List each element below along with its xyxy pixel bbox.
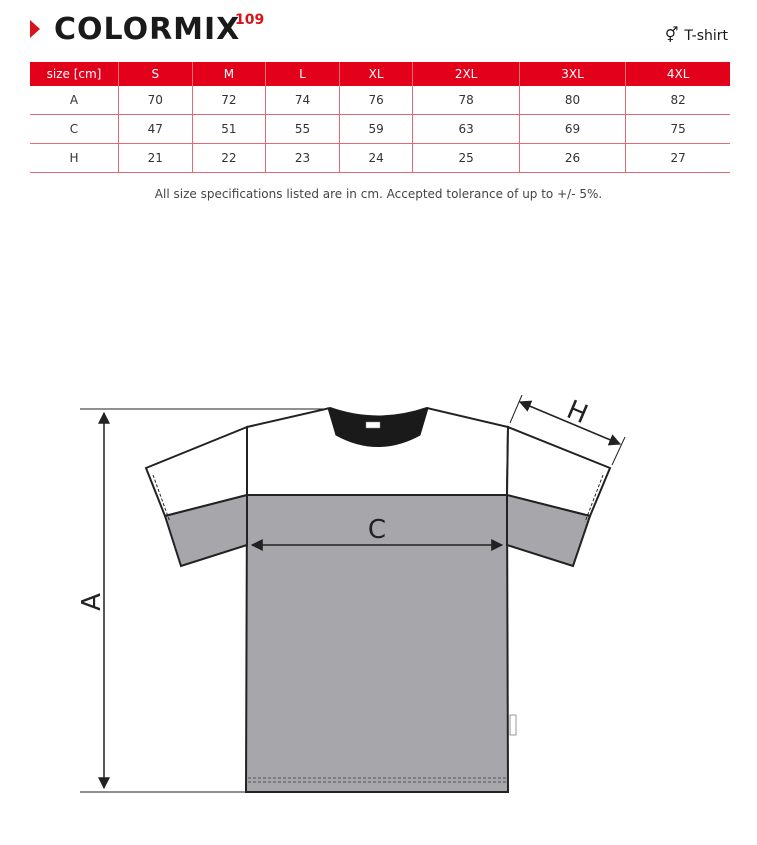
table-cell: 72 xyxy=(192,86,266,115)
table-cell: 25 xyxy=(413,144,519,173)
size-table xyxy=(30,62,730,173)
side-label-icon xyxy=(510,715,516,735)
header-cell: L xyxy=(266,62,340,86)
table-cell: 59 xyxy=(339,115,413,144)
table-row xyxy=(30,86,730,115)
table-cell: 23 xyxy=(266,144,340,173)
header-cell: size [cm] xyxy=(30,62,119,86)
table-cell: 63 xyxy=(413,115,519,144)
table-cell: 70 xyxy=(119,86,193,115)
unisex-icon: ⚥ xyxy=(664,26,679,44)
brand-name: COLORMIX xyxy=(54,12,241,47)
table-cell: 80 xyxy=(519,86,625,115)
table-cell: 26 xyxy=(519,144,625,173)
table-cell: 22 xyxy=(192,144,266,173)
header-cell: 2XL xyxy=(413,62,519,86)
tolerance-note: All size specifications listed are in cm. Accepted tolerance of up to +/- 5%. xyxy=(154,187,603,201)
brand-arrow-icon xyxy=(30,20,40,38)
header-cell: S xyxy=(119,62,193,86)
table-cell: 24 xyxy=(339,144,413,173)
tshirt-diagram xyxy=(0,380,757,800)
table-cell: 47 xyxy=(119,115,193,144)
neck-label-icon xyxy=(366,422,380,428)
header xyxy=(30,10,730,50)
table-cell: 21 xyxy=(119,144,193,173)
table-cell: 51 xyxy=(192,115,266,144)
table-cell: 27 xyxy=(626,144,730,173)
table-row xyxy=(30,115,730,144)
table-cell: 75 xyxy=(626,115,730,144)
dimension-a-label: A xyxy=(77,593,107,611)
size-table-header xyxy=(30,62,730,86)
brand-number: 109 xyxy=(235,12,265,28)
table-cell: 76 xyxy=(339,86,413,115)
table-cell: 74 xyxy=(266,86,340,115)
dimension-c-label: C xyxy=(367,515,387,545)
product-type-label: T-shirt xyxy=(684,28,728,44)
row-label: A xyxy=(30,86,119,115)
header-cell: M xyxy=(192,62,266,86)
dimension-h-label: H xyxy=(562,395,592,431)
table-cell: 82 xyxy=(626,86,730,115)
header-cell: 3XL xyxy=(519,62,625,86)
table-cell: 78 xyxy=(413,86,519,115)
row-label: C xyxy=(30,115,119,144)
table-cell: 55 xyxy=(266,115,340,144)
product-type xyxy=(665,26,728,44)
table-row xyxy=(30,144,730,173)
header-cell: 4XL xyxy=(626,62,730,86)
table-cell: 69 xyxy=(519,115,625,144)
row-label: H xyxy=(30,144,119,173)
header-cell: XL xyxy=(339,62,413,86)
